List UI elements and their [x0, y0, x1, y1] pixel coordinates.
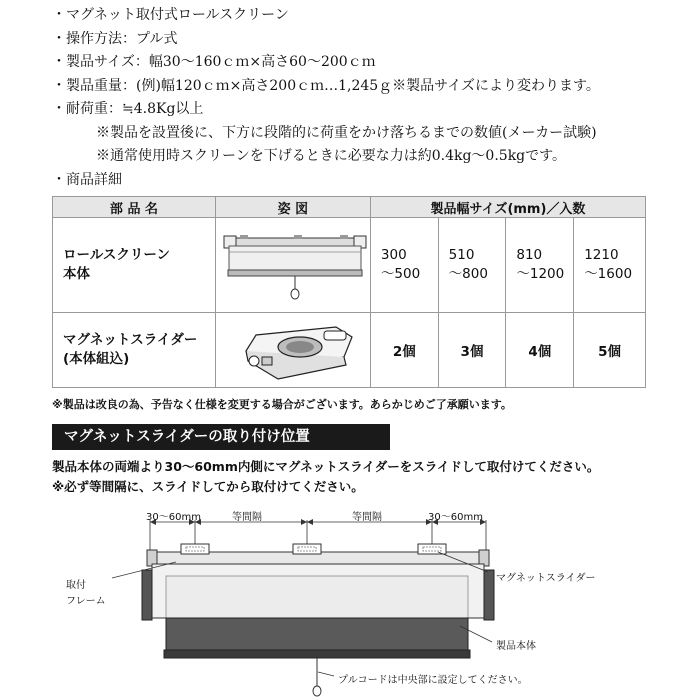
spec-item-operation: ・操作方法：プル式 — [52, 30, 178, 47]
screen-fabric-top — [166, 576, 468, 618]
qty-cell-1: 2個 — [370, 313, 438, 388]
dim-label-equal-2: 等間隔 — [352, 512, 382, 523]
dim-label-right: 30～60mm — [428, 512, 483, 523]
size-cell-3: 810 ～1200 — [506, 218, 574, 313]
label-frame-line2: フレーム — [66, 596, 106, 607]
size-cell-1: 300 ～500 — [370, 218, 438, 313]
header-part-name: 部 品 名 — [53, 197, 216, 218]
table-header-row — [53, 197, 646, 218]
label-magnet-slider: マグネットスライダー — [496, 573, 596, 584]
label-product-body: 製品本体 — [496, 641, 536, 652]
pull-cord-knob — [313, 686, 321, 696]
spec-note-load-test: ※製品を設置後に、下方に段階的に荷重をかけ落ちるまでの数値(メーカー試験) — [96, 124, 597, 141]
spec-item-load: ・耐荷重：≒4.8Kg以上 — [52, 101, 204, 117]
disclaimer-text: ※製品は改良の為、予告なく仕様を変更する場合がございます。あらかじめご了承願います。 — [52, 398, 512, 411]
magnet-slider-left — [181, 544, 209, 554]
qty-cell-3: 4個 — [506, 313, 574, 388]
qty-cell-4: 5個 — [574, 313, 646, 388]
dim-label-left: 30～60mm — [146, 512, 201, 523]
instruction-line: 製品本体の両端より30～60mm内側にマグネットスライダーをスライドして取付けてください。 — [52, 459, 600, 474]
dim-label-equal-1: 等間隔 — [232, 512, 262, 523]
instruction-line: ※必ず等間隔に、スライドしてから取付けてください。 — [52, 479, 364, 494]
section-banner: マグネットスライダーの取り付け位置 — [52, 424, 390, 450]
spec-item-size: ・製品サイズ：幅30～160ｃｍ×高さ60～200ｃｍ — [52, 54, 376, 70]
header-width-qty: 製品幅サイズ(mm)／入数 — [370, 197, 645, 218]
size-cell-4: 1210 ～1600 — [574, 218, 646, 313]
magnet-slider-illustration — [216, 313, 370, 383]
bottom-bar — [164, 650, 470, 658]
figure-magnet-slider — [215, 313, 370, 388]
header-figure: 姿 図 — [215, 197, 370, 218]
part-name-magnet-slider: マグネットスライダー (本体組込) — [53, 313, 216, 388]
instructions — [52, 457, 599, 497]
spec-note-pull-force: ※通常使用時スクリーンを下げるときに必要な力は約0.4kg～0.5kgです。 — [96, 148, 567, 164]
parts-table — [52, 196, 646, 388]
label-frame-line1: 取付 — [66, 580, 86, 591]
magnet-slider-center — [293, 544, 321, 554]
spec-item-weight: ・製品重量：(例)幅120ｃｍ×高さ200ｃｍ…1,245ｇ※製品サイズにより変わります。 — [52, 77, 600, 94]
spec-item-details: ・商品詳細 — [52, 171, 122, 188]
figure-roll-screen — [215, 218, 370, 313]
spec-list — [52, 4, 692, 192]
frame-right — [484, 570, 494, 620]
size-cell-2: 510 ～800 — [438, 218, 506, 313]
qty-cell-2: 3個 — [438, 313, 506, 388]
part-name-roll-screen: ロールスクリーン 本体 — [53, 218, 216, 313]
magnet-slider-right — [418, 544, 446, 554]
frame-left — [142, 570, 152, 620]
label-pull-cord: プルコードは中央部に設定してください。 — [338, 675, 528, 686]
table-row — [53, 313, 646, 388]
roll-screen-illustration — [216, 218, 370, 308]
table-row — [53, 218, 646, 313]
leader-pullcord — [318, 672, 334, 676]
spec-item-type: ・マグネット取付式ロールスクリーン — [52, 7, 289, 23]
